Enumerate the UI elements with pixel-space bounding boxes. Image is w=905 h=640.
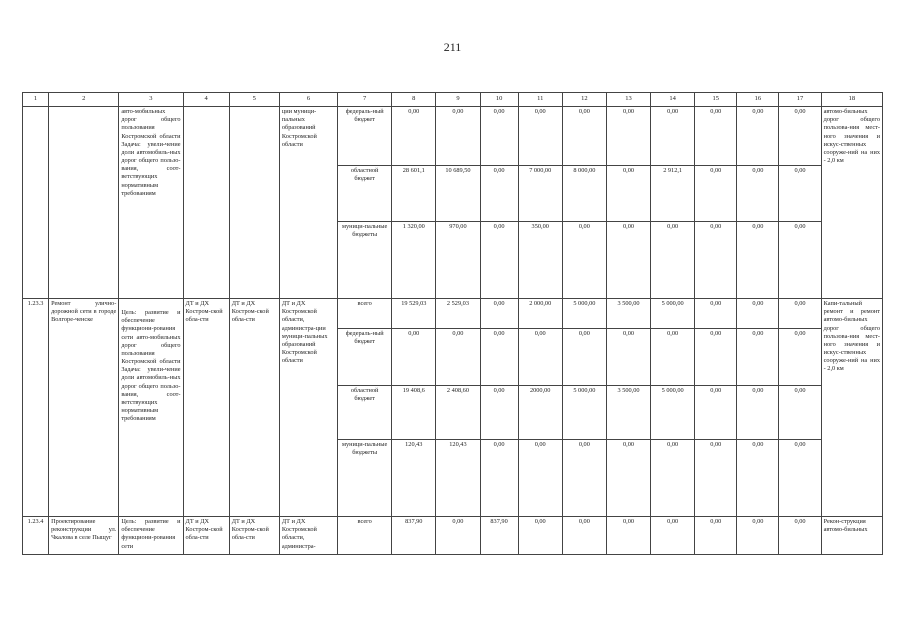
cell-value: 0,00 [737,440,779,517]
cell-value: 0,00 [606,107,650,166]
cell-value: 2 000,00 [518,299,562,329]
cell-value: 0,00 [392,107,436,166]
cell-value: 837,90 [392,517,436,555]
column-number-cell: 7 [338,93,392,107]
cell-value: 0,00 [779,222,821,299]
cell-value: 0,00 [779,166,821,222]
cell-executor: ДТ и ДХ Костромской области, администра- [279,517,337,555]
cell-value: 19 408,6 [392,386,436,440]
cell-value: 0,00 [562,517,606,555]
table-row [23,299,883,329]
cell-value: 10 689,50 [436,166,480,222]
cell-value: 5 000,00 [562,299,606,329]
cell-value: 0,00 [695,517,737,555]
cell-coordinator: ДТ и ДХ Костром-ской обла-сти [229,517,279,555]
cell-value: 0,00 [480,440,518,517]
cell-value: 0,00 [606,166,650,222]
column-number-cell: 12 [562,93,606,107]
cell-value: 837,90 [480,517,518,555]
cell-funding-source: всего [338,299,392,329]
cell-value: 0,00 [737,299,779,329]
cell-customer [183,107,229,299]
cell-value: 1 320,00 [392,222,436,299]
column-number-cell: 8 [392,93,436,107]
cell-value: 0,00 [436,329,480,386]
cell-value: 0,00 [562,329,606,386]
cell-value: 0,00 [651,517,695,555]
cell-value: 0,00 [518,107,562,166]
cell-value: 0,00 [562,440,606,517]
cell-value: 0,00 [436,107,480,166]
cell-customer: ДТ и ДХ Костром-ской обла-сти [183,299,229,517]
cell-value: 0,00 [779,517,821,555]
cell-funding-source: муници-пальные бюджеты [338,222,392,299]
cell-value: 2 912,1 [651,166,695,222]
cell-item-name: Ремонт улично-дорожной сети в городе Волгоре-ченске [49,299,119,517]
cell-value: 0,00 [695,299,737,329]
cell-value: 120,43 [392,440,436,517]
cell-value: 0,00 [737,329,779,386]
cell-value: 3 500,00 [606,299,650,329]
cell-item-name: Проектирование реконструкции ул. Чкалова в селе Пыщуг [49,517,119,555]
cell-value: 5 000,00 [651,299,695,329]
program-table [22,92,883,555]
cell-goal-task: Цель: развитие и обеспечение функциони-рования сети [119,517,183,555]
cell-value: 0,00 [779,107,821,166]
cell-customer: ДТ и ДХ Костром-ской обла-сти [183,517,229,555]
column-number-cell: 2 [49,93,119,107]
table-row [23,107,883,166]
cell-value: 0,00 [606,329,650,386]
cell-value: 0,00 [651,107,695,166]
cell-value: 0,00 [779,440,821,517]
cell-value: 5 000,00 [562,386,606,440]
cell-value: 0,00 [480,222,518,299]
cell-funding-source: областной бюджет [338,166,392,222]
cell-value: 0,00 [518,440,562,517]
cell-value: 120,43 [436,440,480,517]
cell-value: 3 500,00 [606,386,650,440]
cell-value: 2000,00 [518,386,562,440]
cell-value: 0,00 [480,299,518,329]
column-number-cell: 18 [821,93,882,107]
cell-value: 0,00 [779,299,821,329]
column-number-cell: 15 [695,93,737,107]
column-number-cell: 16 [737,93,779,107]
column-number-cell: 11 [518,93,562,107]
cell-goal-task: авто-мобильных дорог общего пользования Костромской области Задача: увели-чение доли автомобиль-ных дорог общего пользо-вания, соот-ветствующих нормативным требованиям [119,107,183,299]
cell-value: 5 000,00 [651,386,695,440]
column-number-cell: 1 [23,93,49,107]
cell-expected-result: автомо-бильных дорог общего пользова-ния мест-ного значения и искус-ственных сооруже-ний на них - 2,0 км [821,107,882,299]
cell-item-number: 1.23.4 [23,517,49,555]
cell-item-number [23,107,49,299]
cell-value: 0,00 [695,107,737,166]
cell-value: 19 529,03 [392,299,436,329]
column-number-cell: 17 [779,93,821,107]
cell-funding-source: муници-пальные бюджеты [338,440,392,517]
cell-value: 0,00 [737,517,779,555]
column-number-cell: 5 [229,93,279,107]
cell-value: 0,00 [606,222,650,299]
cell-value: 0,00 [695,440,737,517]
cell-value: 0,00 [480,386,518,440]
cell-value: 0,00 [737,166,779,222]
cell-value: 0,00 [695,329,737,386]
cell-value: 350,00 [518,222,562,299]
cell-expected-result: Рекон-струкция автомо-бильных [821,517,882,555]
cell-value: 970,00 [436,222,480,299]
cell-value: 7 000,00 [518,166,562,222]
cell-expected-result: Капи-тальный ремонт и ремонт автомо-бильных дорог общего пользова-ния мест-ного значения и искус-ственных сооруже-ний на них - 2,0 км [821,299,882,517]
cell-executor: ДТ и ДХ Костромской области, администра-ции муници-пальных образований Костромской области [279,299,337,517]
cell-goal-task: Цель: развитие и обеспечение функциони-рования сети авто-мобильных дорог общего пользования Костромской области Задача: увели-чение доли автомобиль-ных дорог общего пользо-вания, соот-ветствующих нормативным требованиям [119,299,183,517]
cell-value: 0,00 [562,222,606,299]
cell-value: 0,00 [606,517,650,555]
column-number-cell: 9 [436,93,480,107]
cell-value: 0,00 [480,107,518,166]
cell-value: 0,00 [651,329,695,386]
cell-value: 0,00 [518,517,562,555]
cell-item-number: 1.23.3 [23,299,49,517]
cell-value: 0,00 [651,222,695,299]
cell-value: 0,00 [737,107,779,166]
column-number-cell: 13 [606,93,650,107]
cell-value: 0,00 [480,329,518,386]
cell-coordinator [229,107,279,299]
column-number-cell: 4 [183,93,229,107]
cell-value: 0,00 [779,329,821,386]
cell-value: 0,00 [651,440,695,517]
cell-coordinator: ДТ и ДХ Костром-ской обла-сти [229,299,279,517]
cell-value: 8 000,00 [562,166,606,222]
cell-executor: ции муници-пальных образований Костромской области [279,107,337,299]
cell-value: 0,00 [518,329,562,386]
cell-funding-source: федераль-ный бюджет [338,329,392,386]
cell-value: 0,00 [562,107,606,166]
cell-value: 0,00 [737,222,779,299]
cell-value: 0,00 [436,517,480,555]
column-number-cell: 3 [119,93,183,107]
cell-value: 0,00 [695,222,737,299]
column-number-cell: 6 [279,93,337,107]
column-number-cell: 10 [480,93,518,107]
column-number-row [23,93,883,107]
table-row [23,517,883,555]
cell-value: 0,00 [695,166,737,222]
cell-funding-source: всего [338,517,392,555]
cell-funding-source: федераль-ный бюджет [338,107,392,166]
page-number: 211 [443,40,462,54]
column-number-cell: 14 [651,93,695,107]
cell-value: 0,00 [606,440,650,517]
cell-value: 0,00 [392,329,436,386]
cell-value: 2 408,60 [436,386,480,440]
cell-value: 28 601,1 [392,166,436,222]
cell-value: 0,00 [737,386,779,440]
cell-value: 0,00 [779,386,821,440]
cell-item-name [49,107,119,299]
cell-value: 0,00 [695,386,737,440]
cell-funding-source: областной бюджет [338,386,392,440]
cell-value: 2 529,03 [436,299,480,329]
cell-value: 0,00 [480,166,518,222]
